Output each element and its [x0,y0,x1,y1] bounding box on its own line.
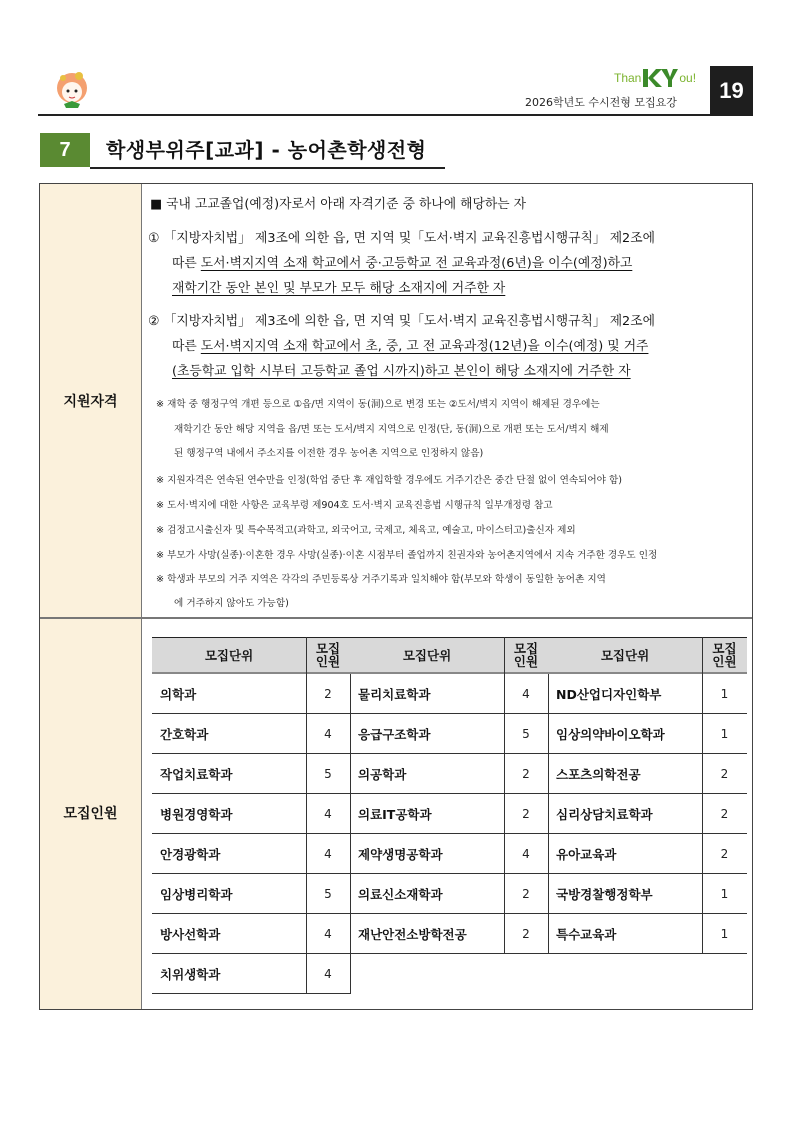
item1-line2: 따른 도서·벽지지역 소재 학교에서 중·고등학교 전 교육과정(6년)을 이수(예정)하고 [172,256,633,271]
table-cell-count: 2 [306,674,350,714]
header-count [504,637,548,674]
table-cell-unit: 작업치료학과 [152,754,306,794]
recruitment-label: 모집인원 [40,617,142,1009]
note-line: 재학기간 동안 해당 지역을 읍/면 또는 도서/벽지 지역으로 인정(단, 동(洞)으로 개편 또는 도서/벽지 해제 [174,424,609,435]
table-cell-unit: 임상병리학과 [152,874,306,914]
square-bullet-icon: ■ [150,197,163,212]
table-cell-count: 4 [306,794,350,834]
header-count-line2: 인원 [315,654,341,669]
table-cell-unit: 방사선학과 [152,914,306,954]
circled-one-marker: ① [148,231,160,246]
header-count-line1: 모집 [513,641,539,656]
qualification-intro: ■ 국내 고교졸업(예정)자로서 아래 자격기준 중 하나에 해당하는 자 [150,197,527,212]
table-cell-count: 5 [306,874,350,914]
table-cell-count: 2 [504,754,548,794]
brand-ou: ou! [679,71,697,85]
column-divider [504,637,505,954]
brand-ky-mark [641,68,679,88]
table-cell-count: 4 [504,834,548,874]
header-count-line1: 모집 [712,641,737,656]
table-cell-count: 4 [504,674,548,714]
table-cell-count: 5 [504,714,548,754]
table-cell-unit: 제약생명공학과 [350,834,504,874]
brand-logo [614,68,696,88]
table-cell-count: 2 [702,794,747,834]
table-cell-unit: 의료IT공학과 [350,794,504,834]
table-cell-unit: 스포츠의학전공 [548,754,702,794]
table-cell-unit: 물리치료학과 [350,674,504,714]
table-cell-unit: 간호학과 [152,714,306,754]
page-number: 19 [710,66,753,116]
table-cell-count: 1 [702,714,747,754]
header-unit: 모집단위 [350,637,504,674]
note-line: ※ 학생과 부모의 거주 지역은 각각의 주민등록상 거주기록과 일치해야 함(부모와 학생이 동일한 농어촌 지역 [156,574,606,585]
section-title: 학생부위주[교과] - 농어촌학생전형 [106,138,427,162]
table-cell-unit: 병원경영학과 [152,794,306,834]
brand-than: Than [614,71,642,85]
table-cell-unit: 응급구조학과 [350,714,504,754]
note-line: 에 거주하지 않아도 가능함) [174,598,289,609]
table-cell-count: 2 [504,794,548,834]
item1-line1: ① 「지방자치법」 제3조에 의한 읍, 면 지역 및「도서·벽지 교육진흥법시행규칙」 제2조에 [148,231,655,246]
table-cell-unit: 국방경찰행정학부 [548,874,702,914]
table-cell-unit: 심리상담치료학과 [548,794,702,834]
header-count [702,637,747,674]
note-line: ※ 부모가 사망(실종)·이혼한 경우 사망(실종)·이혼 시점부터 졸업까지 친권자와 농어촌지역에서 지속 거주한 경우도 인정 [156,550,658,561]
header-unit: 모집단위 [548,637,702,674]
item2-line3: (초등학교 입학 시부터 고등학교 졸업 시까지)하고 본인이 해당 소재지에 거주한 자 [172,364,631,379]
table-cell-unit: 유아교육과 [548,834,702,874]
table-cell-unit: 의학과 [152,674,306,714]
header-count [306,637,350,674]
table-cell-count: 2 [504,914,548,954]
note-line: ※ 지원자격은 연속된 연수만을 인정(학업 중단 후 재입학할 경우에도 거주기간은 중간 단절 없이 연속되어야 함) [156,475,622,486]
table-cell-count: 4 [306,914,350,954]
column-divider [702,637,703,954]
header-divider [38,114,710,116]
item1-line3: 재학기간 동안 본인 및 부모가 모두 해당 소재지에 거주한 자 [172,281,506,296]
column-divider [306,637,307,994]
table-cell-count: 4 [306,714,350,754]
header-count-line1: 모집 [315,641,341,656]
admission-info-table [39,183,753,1010]
section-title-underline [90,167,445,169]
table-cell-count: 1 [702,874,747,914]
table-cell-unit: 특수교육과 [548,914,702,954]
table-cell-unit: 안경광학과 [152,834,306,874]
qualification-label: 지원자격 [40,184,142,617]
table-cell-count: 2 [702,834,747,874]
table-cell-count: 4 [306,834,350,874]
table-cell-count: 1 [702,674,747,714]
table-cell-unit: 치위생학과 [152,954,306,994]
header-count-line2: 인원 [712,654,737,669]
row-divider [40,617,752,619]
item2-line2: 따른 도서·벽지지역 소재 학교에서 초, 중, 고 전 교육과정(12년)을 이수(예정) 및 거주 [172,339,649,354]
table-cell-unit: 의료신소재학과 [350,874,504,914]
header-count-line2: 인원 [513,654,539,669]
table-cell-count: 5 [306,754,350,794]
circled-two-marker: ② [148,314,160,329]
item2-line1: ② 「지방자치법」 제3조에 의한 읍, 면 지역 및「도서·벽지 교육진흥법시행규칙」 제2조에 [148,314,655,329]
table-cell-unit: ND산업디자인학부 [548,674,702,714]
table-cell-count: 1 [702,914,747,954]
column-divider [350,954,351,994]
mascot-character-icon [52,68,92,112]
table-cell-unit: 의공학과 [350,754,504,794]
note-line: 된 행정구역 내에서 주소지를 이전한 경우 농어촌 지역으로 인정하지 않음) [174,448,484,459]
note-line: ※ 도서·벽지에 대한 사항은 교육부령 제904호 도서·벽지 교육진흥법 시행규칙 일부개정령 참고 [156,500,553,511]
document-subtitle: 2026학년도 수시전형 모집요강 [525,96,677,109]
header-unit: 모집단위 [152,637,306,674]
section-number-badge: 7 [40,133,90,167]
table-cell-unit: 임상의약바이오학과 [548,714,702,754]
table-cell-unit: 재난안전소방학전공 [350,914,504,954]
table-cell-count: 2 [504,874,548,914]
note-line: ※ 검정고시출신자 및 특수목적고(과학고, 외국어고, 국제고, 체육고, 예술고, 마이스터고)출신자 제외 [156,525,576,536]
table-cell-count: 4 [306,954,350,994]
table-cell-count: 2 [702,754,747,794]
note-line: ※ 재학 중 행정구역 개편 등으로 ①읍/면 지역이 동(洞)으로 변경 또는 ②도서/벽지 지역이 해제된 경우에는 [156,399,600,410]
